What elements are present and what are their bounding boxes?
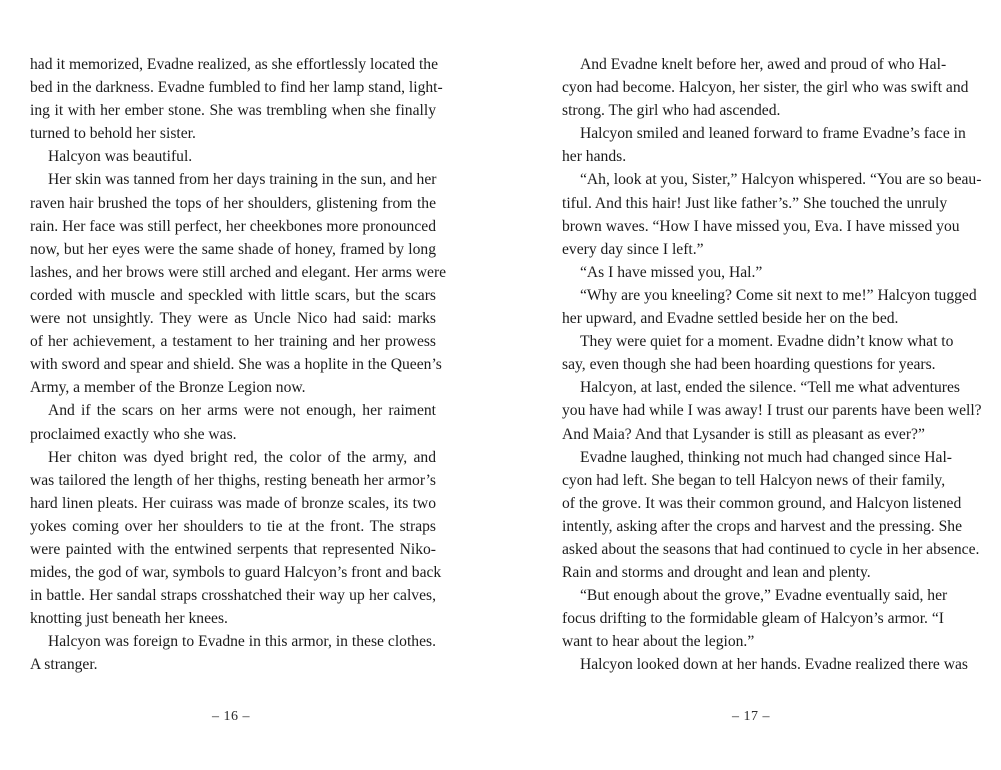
text-line: say, even though she had been hoarding questions for years. (562, 356, 936, 374)
text-line: her upward, and Evadne settled beside her on the bed. (562, 310, 899, 328)
text-line: in battle. Her sandal straps crosshatched their way up her calves, (30, 587, 436, 605)
text-line: was tailored the length of her thighs, resting beneath her armor’s (30, 471, 436, 489)
text-line: focus drifting to the formidable gleam of Halcyon’s armor. “I (562, 610, 944, 628)
text-line: cyon had become. Halcyon, her sister, the girl who was swift and (562, 79, 969, 97)
text-line: turned to behold her sister. (30, 125, 196, 143)
left-page-number: – 16 – (212, 709, 250, 724)
text-line: “Ah, look at you, Sister,” Halcyon whispered. “You are so beau- (580, 171, 982, 189)
text-line: intently, asking after the crops and harvest and the pressing. She (562, 517, 962, 535)
text-line: They were quiet for a moment. Evadne didn’t know what to (580, 333, 954, 351)
text-line: you have had while I was away! I trust our parents have been well? (562, 402, 982, 420)
text-line: Halcyon was beautiful. (48, 148, 193, 166)
text-line: Halcyon looked down at her hands. Evadne realized there was (580, 656, 968, 674)
text-line: lashes, and her brows were still arched and elegant. Her arms were (30, 263, 447, 281)
text-line: now, but her eyes were the same shade of honey, framed by long (30, 240, 436, 258)
text-line: were painted with the entwined serpents that represented Niko- (30, 540, 436, 558)
text-line: cyon had left. She began to tell Halcyon news of their family, (562, 471, 946, 489)
right-page-number: – 17 – (732, 709, 770, 724)
text-line: Her chiton was dyed bright red, the color of the army, and (48, 448, 436, 466)
text-line: asked about the seasons that had continued to cycle in her absence. (562, 540, 980, 558)
right-page-text (562, 53, 982, 677)
text-line: Her skin was tanned from her days training in the sun, and her (48, 171, 437, 189)
text-line: Evadne laughed, thinking not much had changed since Hal- (580, 448, 952, 466)
text-line: raven hair brushed the tops of her shoulders, glistening from the (30, 194, 436, 212)
left-page-text (30, 53, 447, 677)
text-line: And Evadne knelt before her, awed and proud of who Hal- (580, 56, 947, 73)
text-line: of the grove. It was their common ground, and Halcyon listened (562, 494, 962, 512)
text-line: ing it with her ember stone. She was trembling when she finally (30, 102, 436, 120)
text-line: her hands. (562, 148, 627, 166)
text-line: every day since I left.” (562, 240, 704, 258)
text-line: of her achievement, a testament to her training and her prowess (30, 333, 436, 351)
text-line: had it memorized, Evadne realized, as she effortlessly located the (30, 56, 439, 73)
text-line: “Why are you kneeling? Come sit next to me!” Halcyon tugged (580, 286, 977, 304)
text-line: with sword and spear and shield. She was a hoplite in the Queen’s (30, 356, 442, 374)
text-line: were not unsightly. They were as Uncle Nico had said: marks (30, 310, 436, 328)
text-line: “But enough about the grove,” Evadne eventually said, her (580, 587, 948, 605)
text-line: A stranger. (30, 656, 98, 674)
text-line: Halcyon, at last, ended the silence. “Tell me what adventures (580, 379, 960, 397)
text-line: Army, a member of the Bronze Legion now. (30, 379, 306, 397)
text-line: Halcyon was foreign to Evadne in this armor, in these clothes. (48, 633, 436, 651)
text-line: “As I have missed you, Hal.” (580, 263, 763, 281)
text-line: mides, the god of war, symbols to guard Halcyon’s front and back (30, 564, 442, 582)
text-line: strong. The girl who had ascended. (562, 102, 781, 120)
text-line: yokes coming over her shoulders to tie at the front. The straps (30, 517, 436, 535)
text-line: Rain and storms and drought and lean and plenty. (562, 564, 871, 582)
text-line: Halcyon smiled and leaned forward to frame Evadne’s face in (580, 125, 966, 143)
text-line: knotting just beneath her knees. (30, 610, 228, 628)
text-line: hard linen pleats. Her cuirass was made of bronze scales, its two (30, 494, 436, 512)
text-line: tiful. And this hair! Just like father’s.” She touched the unruly (562, 194, 948, 212)
text-line: brown waves. “How I have missed you, Eva. I have missed you (562, 217, 960, 235)
text-line: And if the scars on her arms were not enough, her raiment (48, 402, 436, 420)
text-line: want to hear about the legion.” (562, 633, 755, 651)
text-line: corded with muscle and speckled with little scars, but the scars (30, 286, 436, 304)
text-line: proclaimed exactly who she was. (30, 425, 237, 443)
text-line: rain. Her face was still perfect, her cheekbones more pronounced (30, 217, 436, 235)
text-line: bed in the darkness. Evadne fumbled to find her lamp stand, light- (30, 79, 443, 97)
text-line: And Maia? And that Lysander is still as pleasant as ever?” (562, 425, 925, 443)
